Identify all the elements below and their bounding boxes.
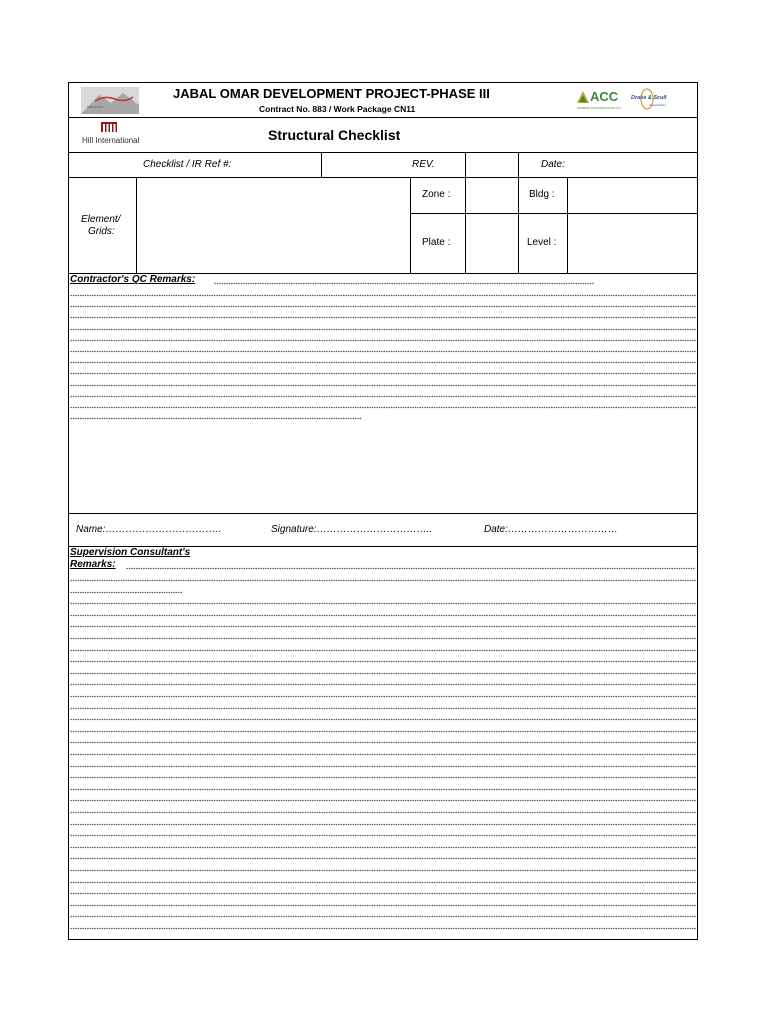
- remarks-line: [70, 730, 696, 733]
- remarks-line: [126, 567, 695, 570]
- contractor-remarks-label: Contractor's QC Remarks:: [70, 274, 196, 285]
- divider: [567, 178, 568, 273]
- remarks-line: [70, 892, 696, 895]
- remarks-line: [70, 915, 696, 918]
- remarks-line: [70, 927, 696, 930]
- remarks-line: [70, 625, 696, 628]
- remarks-line: [70, 811, 696, 814]
- remarks-line: [70, 614, 696, 617]
- form-title-row: [69, 118, 697, 153]
- hill-building-icon: [101, 122, 117, 132]
- divider: [465, 178, 466, 273]
- remarks-line: [70, 294, 696, 297]
- remarks-line: [70, 602, 696, 605]
- remarks-line: [70, 834, 696, 837]
- rev-label: REV.: [412, 159, 435, 170]
- remarks-line: [70, 869, 696, 872]
- date-label: Date:: [541, 159, 565, 170]
- consultant-remarks-label-line2: Remarks:: [70, 559, 116, 570]
- remarks-line: [70, 788, 696, 791]
- divider: [465, 153, 466, 177]
- remarks-line: [70, 591, 182, 594]
- grids-label: Grids:: [88, 226, 115, 237]
- drake-logo-subtext: Construction: [649, 103, 666, 107]
- remarks-line: [70, 339, 696, 342]
- remarks-line: [70, 846, 696, 849]
- remarks-line: [70, 672, 696, 675]
- remarks-line: [70, 328, 696, 331]
- project-title: JABAL OMAR DEVELOPMENT PROJECT-PHASE III: [173, 86, 490, 101]
- acc-logo-subtext: ARABIAN CONSTRUCTION CO.: [577, 106, 622, 110]
- remarks-line: [70, 316, 696, 319]
- consultant-remarks-section: [69, 547, 697, 939]
- signoff-date-field: Date:……………………………: [484, 524, 618, 535]
- project-header-row: [69, 83, 697, 118]
- structural-checklist-form: [68, 82, 698, 940]
- divider: [136, 178, 137, 273]
- remarks-line: [70, 579, 696, 582]
- consultant-remarks-label-line1: Supervision Consultant's: [70, 547, 191, 558]
- plate-label: Plate :: [422, 237, 451, 248]
- remarks-line: [70, 823, 696, 826]
- remarks-line: [70, 384, 696, 387]
- remarks-line: [70, 637, 696, 640]
- hill-international-logo: [81, 122, 141, 148]
- remarks-line: [70, 904, 696, 907]
- name-field: Name:……………………………..: [76, 524, 222, 535]
- remarks-line: [70, 406, 696, 409]
- remarks-line: [70, 361, 696, 364]
- remarks-line: [70, 776, 696, 779]
- remarks-line: [70, 649, 696, 652]
- zone-label: Zone :: [422, 189, 451, 200]
- divider: [410, 178, 411, 273]
- remarks-line: [70, 753, 696, 756]
- remarks-line: [70, 695, 696, 698]
- signoff-row: [69, 514, 697, 547]
- divider: [321, 153, 322, 177]
- bldg-label: Bldg :: [529, 189, 555, 200]
- drake-logo-text: Drake & Scull: [631, 95, 667, 101]
- remarks-line: [70, 799, 696, 802]
- remarks-line: [70, 881, 696, 884]
- level-label: Level :: [527, 237, 557, 248]
- checklist-ref-row: [69, 153, 697, 178]
- remarks-line: [70, 741, 696, 744]
- form-title: Structural Checklist: [268, 127, 401, 143]
- element-grid-block: [69, 178, 697, 274]
- remarks-line: [70, 707, 696, 710]
- checklist-ref-label: Checklist / IR Ref #:: [143, 159, 232, 170]
- acc-logo: [577, 88, 632, 114]
- remarks-line: [70, 350, 696, 353]
- contractor-remarks-section: [69, 274, 697, 514]
- remarks-line: [70, 683, 696, 686]
- remarks-line: [214, 282, 594, 285]
- remarks-line: [70, 305, 696, 308]
- drake-scull-logo: [629, 88, 679, 112]
- signature-field: Signature:……………………………..: [271, 524, 433, 535]
- element-label: Element/: [81, 214, 121, 225]
- divider: [518, 153, 519, 177]
- divider: [518, 178, 519, 273]
- remarks-line: [70, 417, 362, 420]
- remarks-line: [70, 765, 696, 768]
- remarks-line: [70, 718, 696, 721]
- contract-line: Contract No. 883 / Work Package CN11: [259, 104, 416, 114]
- remarks-line: [70, 372, 696, 375]
- hill-logo-text: Hill International: [82, 136, 140, 145]
- acc-triangle-icon: [577, 91, 589, 103]
- remarks-line: [70, 857, 696, 860]
- acc-logo-text: ACC: [590, 89, 619, 104]
- remarks-line: [70, 660, 696, 663]
- divider: [410, 213, 697, 214]
- remarks-line: [70, 395, 696, 398]
- joc-logo: [81, 87, 139, 114]
